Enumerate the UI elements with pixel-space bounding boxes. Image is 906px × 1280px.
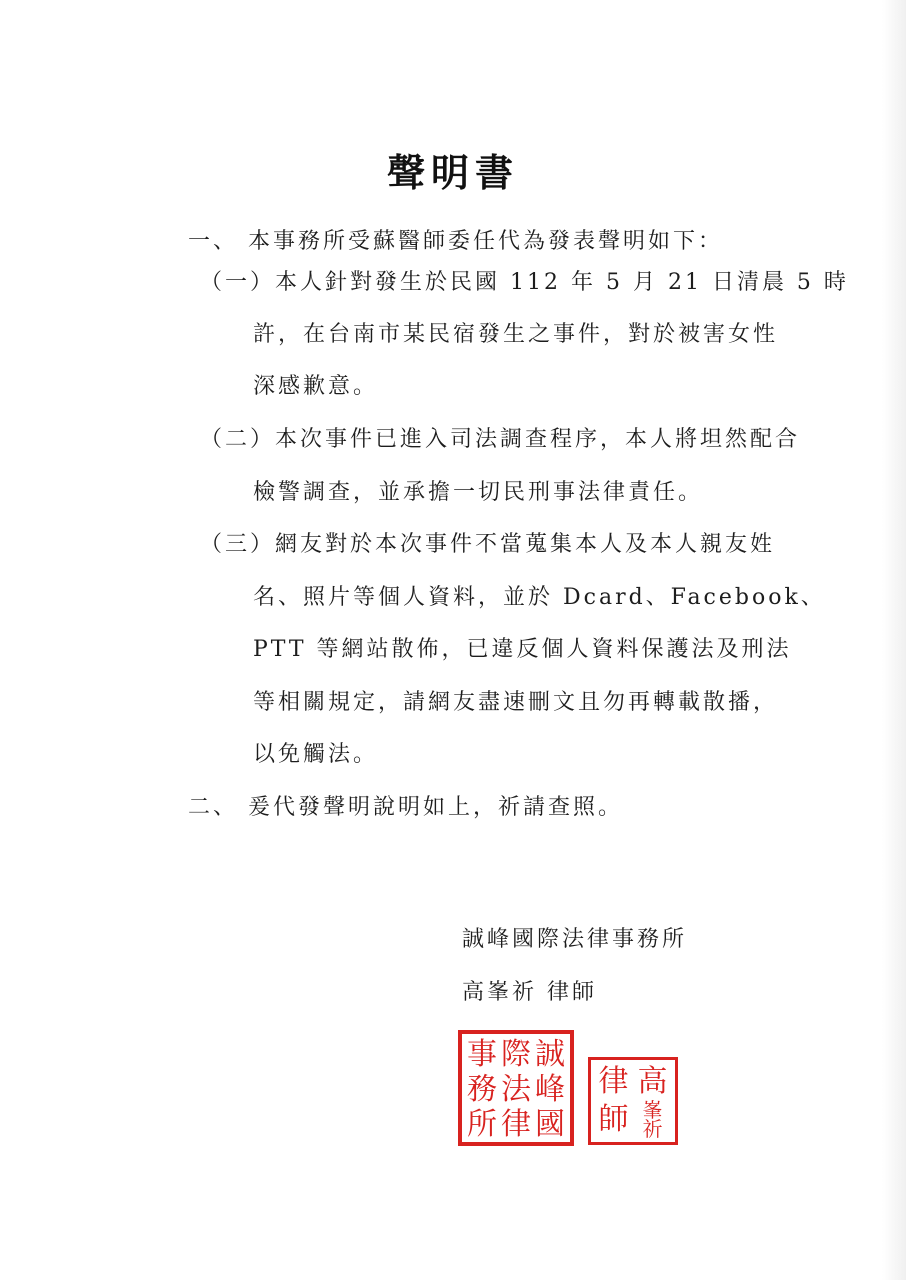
office-seal-char: 際 [501, 1037, 531, 1072]
item-one-line-2: 許，在台南市某民宿發生之事件，對於被害女性 [253, 322, 779, 347]
item-two-line-2: 檢警調查，並承擔一切民刑事法律責任。 [253, 480, 704, 505]
item-three-line-1: （三）網友對於本次事件不當蒐集本人及本人親友姓 [200, 532, 776, 557]
lawyer-seal-char: 峯祈 [642, 1098, 663, 1141]
office-seal-char: 誠 [535, 1037, 565, 1072]
office-seal-char: 務 [467, 1072, 497, 1107]
office-seal-char: 峰 [535, 1072, 565, 1107]
document-title: 聲明書 [386, 151, 519, 195]
office-seal-char: 國 [535, 1107, 565, 1142]
item-three-line-2: 名、照片等個人資料，並於 Dcard、Facebook、 [253, 585, 826, 610]
item-three-line-3: PTT 等網站散佈，已違反個人資料保護法及刑法 [253, 637, 792, 662]
lawyer-seal-char: 師 [598, 1102, 629, 1137]
item-three-line-4: 等相關規定，請網友盡速刪文且勿再轉載散播， [253, 690, 779, 715]
signature-lawyer: 高峯祈 律師 [462, 980, 597, 1005]
lawyer-seal-char: 律 [598, 1064, 629, 1099]
office-seal-char: 所 [467, 1107, 497, 1142]
office-seal-char: 事 [467, 1037, 497, 1072]
office-seal-char: 法 [501, 1072, 531, 1107]
item-two-line-1: （二）本次事件已進入司法調查程序，本人將坦然配合 [200, 427, 801, 452]
signature-firm: 誠峰國際法律事務所 [462, 927, 688, 952]
item-one-line-1: （一）本人針對發生於民國 112 年 5 月 21 日清晨 5 時 [200, 270, 849, 295]
office-seal-char: 律 [501, 1107, 531, 1142]
lawyer-seal-char: 高 [637, 1064, 668, 1099]
item-three-line-5: 以免觸法。 [253, 742, 379, 767]
office-seal-stamp [458, 1030, 574, 1146]
item-one-line-3: 深感歉意。 [253, 374, 379, 399]
section-two: 二、 爰代發聲明說明如上，祈請查照。 [188, 795, 623, 820]
lawyer-seal-stamp [588, 1057, 678, 1145]
section-one-heading: 一、 本事務所受蘇醫師委任代為發表聲明如下： [188, 229, 723, 254]
